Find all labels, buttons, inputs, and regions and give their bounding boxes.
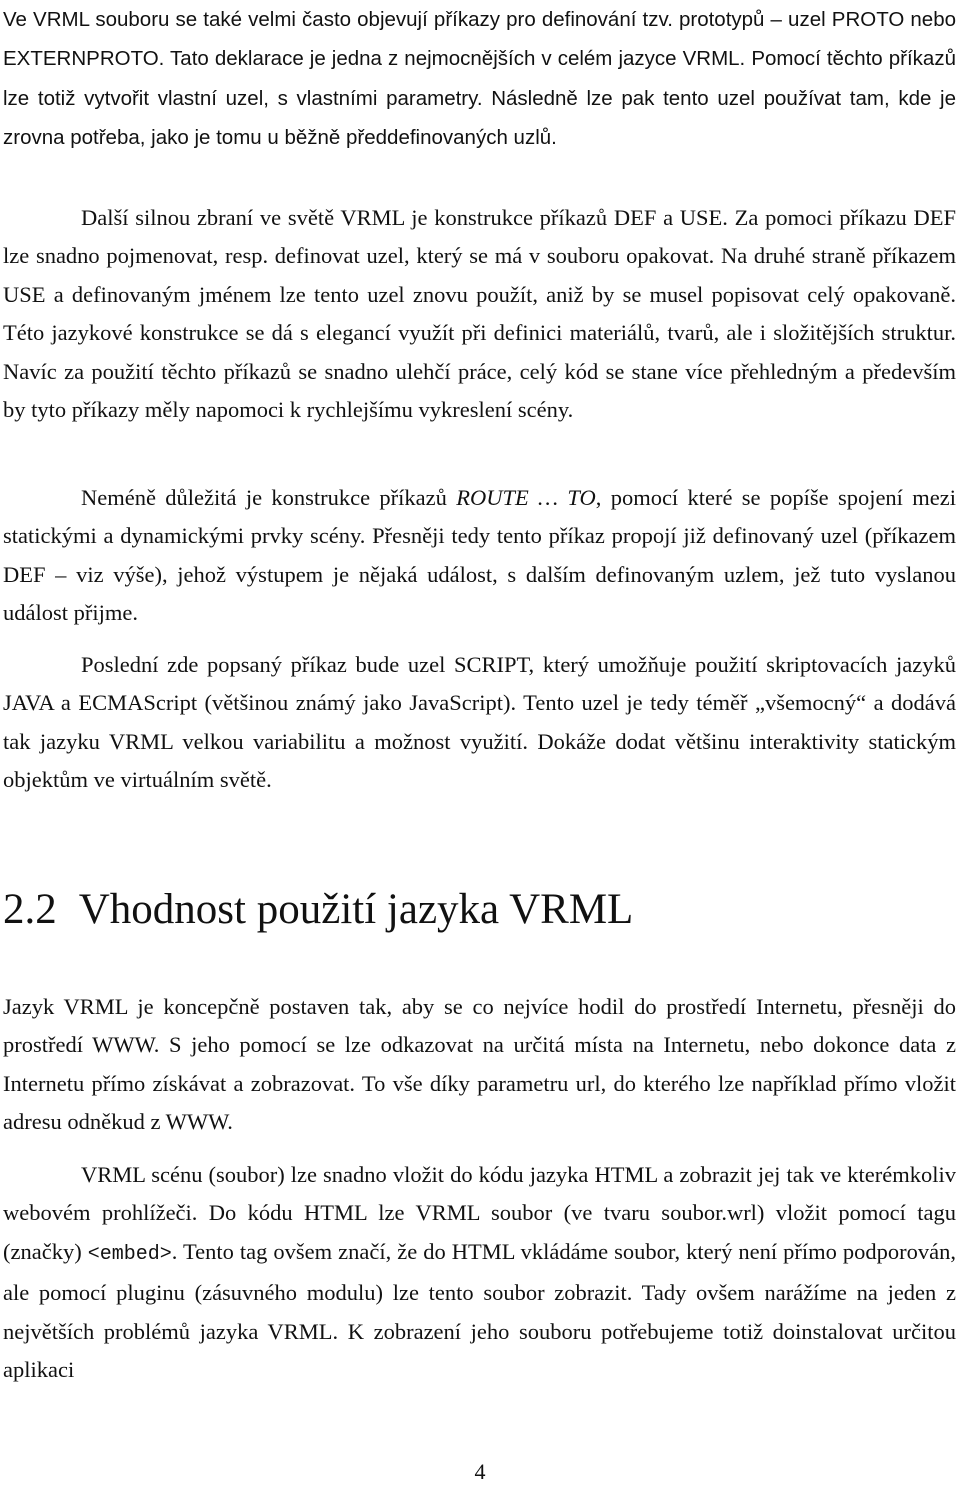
page-number: 4 — [474, 1459, 486, 1484]
paragraph-route-to-text-a: Neméně důležitá je konstrukce příkazů — [81, 485, 457, 510]
paragraph-route-to-italic: ROUTE … TO — [456, 485, 596, 510]
paragraph-prototypes — [3, 0, 956, 158]
paragraph-internet — [3, 988, 956, 1142]
paragraph-html-embed — [3, 1156, 956, 1389]
paragraph-prototypes-text-a: Ve VRML souboru se také velmi často objevují příkazy pro definování tzv. prototypů – uzel PROTO nebo EXTERNPROTO. Tato deklarace je jedna z nejmocnějších v celém jazyce VRML. — [3, 8, 956, 71]
paragraph-script — [3, 646, 956, 800]
paragraph-internet-text: Jazyk VRML je koncepčně postaven tak, aby se co nejvíce hodil do prostředí Internetu, přesněji do prostředí WWW. S jeho pomocí se lze odkazovat na určitá místa na Internetu, nebo dokonce data z Internetu přímo získávat a zobrazovat. To vše díky parametru url, do kterého lze například přímo vložit adresu odněkud z WWW. — [3, 994, 956, 1135]
embed-tag-code: <embed> — [87, 1242, 172, 1266]
paragraph-script-text: Poslední zde popsaný příkaz bude uzel SCRIPT, který umožňuje použití skriptovacích jazyků JAVA a ECMAScript (většinou známý jako JavaScript). Tento uzel je tedy téměř „všemocný“ a dodává tak jazyku VRML velkou variabilitu a možnost využití. Dokáže dodat většinu interaktivity statickým objektům ve virtuálním světě. — [3, 652, 956, 793]
paragraph-route-to — [3, 479, 956, 633]
section-title: Vhodnost použití jazyka VRML — [78, 886, 634, 933]
paragraph-route-to-text-b: , pomocí které se popíše spojení mezi statickými a dynamickými prvky scény. Přesněji tedy tento příkaz propojí již definovaný uzel (příkazem DEF – viz výše), jehož výstupem je nějaká událost, s dalším definovaným uzlem, jež tuto vyslanou událost přijme. — [3, 485, 956, 626]
paragraph-html-embed-text-b: . Tento tag ovšem značí, že do HTML vkládáme soubor, který není přímo podporován, ale pomocí pluginu (zásuvného modulu) lze tento soubor zobrazit. Tady ovšem narážíme na jeden z největších problémů jazyka VRML. K zobrazení jeho souboru potřebujeme totiž doinstalovat určitou aplikaci — [3, 1238, 956, 1383]
paragraph-prototypes-text-b: Pomocí těchto příkazů lze totiž vytvořit vlastní uzel, s vlastními parametry. Následně lze pak tento uzel používat tam, kde je zrovna potřeba, jako je tomu u běžně předdefinovaných uzlů. — [3, 47, 956, 150]
paragraph-html-embed-text-a: VRML scénu (soubor) lze snadno vložit do kódu jazyka HTML a zobrazit jej tak ve kterémkoliv webovém prohlížeči. Do kódu HTML lze VRML soubor (ve tvaru soubor.wrl) vložit pomocí tagu (značky) — [3, 1162, 956, 1264]
paragraph-def-use-text: Další silnou zbraní ve světě VRML je konstrukce příkazů DEF a USE. Za pomoci příkazu DEF lze snadno pojmenovat, resp. definovat uzel, který se má v souboru opakovat. Na druhé straně příkazem USE a definovaným jménem lze tento uzel znovu použít, aniž by se musel popisovat celý opakovaně. Této jazykové konstrukce se dá s elegancí využít při definici materiálů, tvarů, ale i složitějších struktur. Navíc za použití těchto příkazů se snadno ulehčí práce, celý kód se stane více přehledným a především by tyto příkazy měly napomoci k rychlejšímu vykreslení scény. — [3, 205, 956, 423]
paragraph-def-use — [3, 199, 956, 429]
section-heading — [3, 880, 633, 940]
section-number: 2.2 — [3, 886, 57, 933]
